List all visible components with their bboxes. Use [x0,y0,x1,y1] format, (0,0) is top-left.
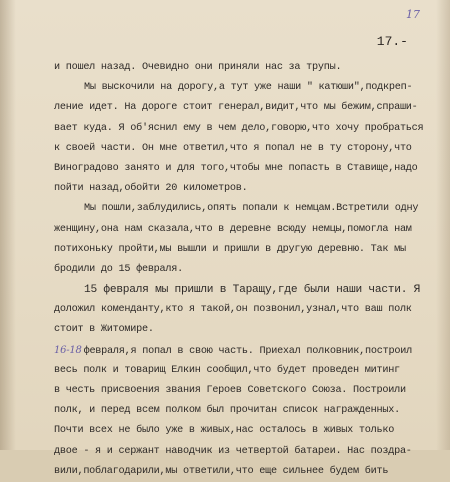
page-edge-shadow [0,0,16,450]
text-line [54,442,438,462]
text-line-content: вает куда. Я об'яснил ему в чем дело,говорю,что хочу пробраться [54,122,424,134]
text-line-content: Мы выскочили на дорогу,а тут уже наши " катюши",подкреп- [84,82,413,94]
text-line [54,462,438,482]
text-line-content: февраля,я попал в свою часть. Приехал полковник,построил [83,345,412,357]
text-line-content: двое - я и сержант наводчик из четвертой батареи. Нас поздра- [54,445,412,457]
text-line [54,280,438,300]
text-line-content: весь полк и товарищ Елкин сообщил,что будет проведен митинг [54,364,400,376]
text-line-content: стоит в Житомире. [54,324,154,336]
typewritten-text [54,58,438,482]
text-line [54,260,438,280]
text-line [54,159,438,179]
text-line [54,320,438,340]
text-line-content: полк, и перед всем полком был прочитан список награжденных. [54,405,400,417]
text-line [54,119,438,139]
text-line-content: потихоньку пройти,мы вышли и пришли в другую деревню. Так мы [54,243,406,255]
text-line [54,139,438,159]
text-line [54,240,438,260]
text-line [54,220,438,240]
text-line-content: в честь присвоения звания Героев Советского Союза. Построили [54,385,406,396]
page-number: 17.- [376,34,408,49]
page-edge-shadow-right [436,0,450,450]
text-line [54,58,438,78]
text-line-content: женщину,она нам сказала,что в деревне всюду немцы,помогла нам [54,223,412,235]
text-line [54,401,438,421]
text-line [54,361,438,381]
text-line-content: и пошел назад. Очевидно они приняли нас за трупы. [54,62,342,73]
text-line-content: доложил коменданту,кто я такой,он позвонил,узнал,что ваш полк [54,304,412,316]
archive-page-number: 17 [406,8,420,21]
text-line-content: ление идет. На дороге стоит генерал,видит,что мы бежим,спраши- [54,102,418,114]
text-line-content: вили,поблагодарили,мы ответили,что еще сильнее будем бить [54,465,389,477]
text-line-content: Почти всех не было уже в живых,нас осталось в живых только [54,425,395,437]
text-line-content: Мы пошли,заблудились,опять попали к немцам.Встретили одну [84,203,419,215]
text-line [54,300,438,320]
text-line [54,381,438,401]
text-line-content: пойти назад,обойти 20 километров. [54,183,248,195]
text-line [54,199,438,219]
text-line-content: Виноградово занято и для того,чтобы мне попасть в Ставище,надо [54,162,418,174]
text-line [54,78,438,98]
text-line [54,421,438,441]
text-line-content: бродили до 15 февраля. [54,263,183,275]
text-line-content: к своей части. Он мне ответил,что я попал не в ту сторону,что [54,142,412,154]
handwritten-annotation: 16-18 [54,344,82,356]
text-line [54,341,438,361]
text-line [54,179,438,199]
text-line [54,98,438,118]
text-line-content: 15 февраля мы пришли в Таращу,где были наши части. Я [84,284,421,297]
